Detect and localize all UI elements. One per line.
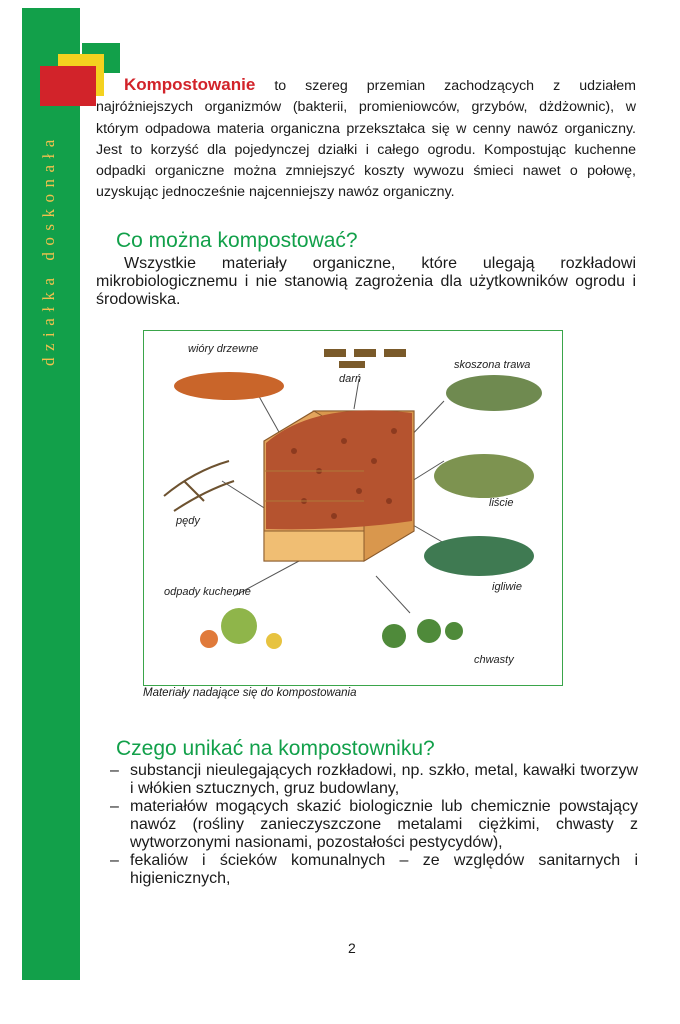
weeds-icon [382,619,463,648]
grass-clippings-icon [446,375,542,411]
label-turf: darń [339,373,362,385]
kitchen-waste-icon [200,608,282,649]
heading-what-to-avoid: Czego unikać na kompostowniku? [116,737,435,760]
label-shoots: pędy [176,515,200,527]
label-wood-chips: wióry drzewne [188,343,259,355]
leaves-icon [434,454,534,498]
decor-red-square [40,66,96,106]
label-grass: skoszona trawa [454,359,531,371]
label-weeds: chwasty [474,654,514,666]
compost-illustration [143,330,563,686]
avoid-list [110,762,638,888]
turf-icon [324,349,406,368]
what-to-compost-paragraph: Wszystkie materiały organiczne, które ulegają rozkładowi mikrobiologicznemu i nie stanowią zagrożenia dla użytkowników ogrodu i środowiska. [96,255,636,308]
shoots-icon [164,461,234,511]
intro-block [96,74,636,204]
heading-what-to-compost: Co można kompostować? [116,229,358,252]
list-item: – substancji nieulegających rozkładowi, np. szkło, metal, kawałki tworzyw i włókien sztucznych, gruz budowlany, [110,762,638,798]
sidebar-title: działka doskonała [39,133,58,367]
label-needles: igliwie [492,581,522,593]
wood-chips-icon [174,372,284,400]
label-leaves: liście [489,497,514,509]
compost-box-icon [264,410,414,561]
list-item: – fekaliów i ścieków komunalnych – ze względów sanitarnych i higienicznych, [110,852,638,888]
page-number: 2 [348,940,356,956]
figure-caption: Materiały nadające się do kompostowania [143,687,357,699]
needles-icon [424,536,534,576]
intro-paragraph [96,74,636,204]
list-item: – materiałów mogących skazić biologicznie lub chemicznie powstający nawóz (rośliny zanieczyszczone metalami ciężkimi, chwasty z wytworzonymi nasionami, pozostałości pestycydów), [110,798,638,852]
intro-keyword: Kompostowanie [124,75,256,94]
intro-text: to szereg przemian zachodzących z udziałem najróżniejszych organizmów (bakterii, promieniowców, grzybów, dżdżownic), w którym odpadowa materia organiczna przekształca się w cenny nawóz organiczny. Jest to korzyść dla pojedynczej działki i całego ogrodu. Kompostując kuchenne odpadki organiczne można zmniejszyć koszty wywozu śmieci nawet o połowę, uzyskując jednocześnie najcenniejszy nawóz organiczny. [96,78,636,201]
label-kitchen-waste: odpady kuchenne [164,586,251,598]
